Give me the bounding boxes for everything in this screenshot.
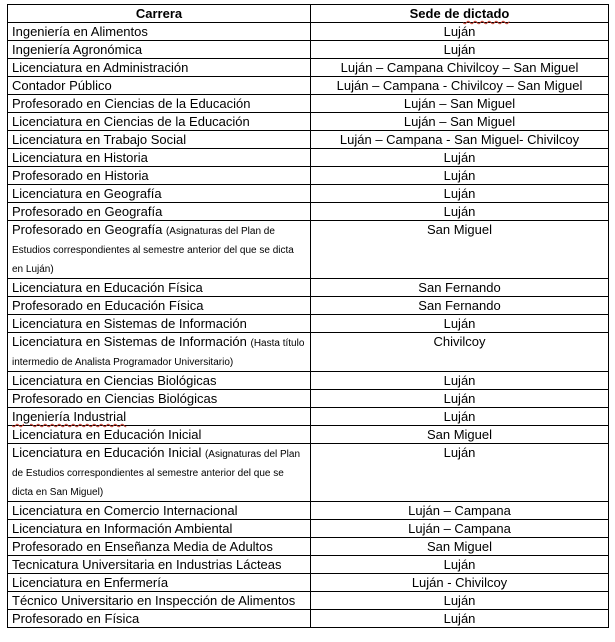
header-row [8, 5, 609, 23]
table-row [8, 149, 609, 167]
carrera-name: Profesorado en Ciencias Biológicas [12, 391, 218, 406]
sede-cell: San Miguel [311, 538, 609, 556]
carrera-name: Profesorado en Física [12, 611, 140, 626]
carrera-name: Tecnicatura Universitaria en Industrias Lácteas [12, 557, 282, 572]
table-row [8, 203, 609, 221]
table-row [8, 333, 609, 372]
sede-cell: Luján [311, 23, 609, 41]
table-row [8, 167, 609, 185]
sede-cell: Luján - Chivilcoy [311, 574, 609, 592]
sede-cell: Luján [311, 610, 609, 628]
table-row [8, 610, 609, 628]
carrera-name: Ingeniería en Alimentos [12, 24, 148, 39]
table-row [8, 23, 609, 41]
carrera-name: Licenciatura en Educación Física [12, 280, 203, 295]
carrera-name: Licenciatura en Geografía [12, 186, 162, 201]
table-row [8, 592, 609, 610]
carrera-name: Licenciatura en Ciencias Biológicas [12, 373, 217, 388]
carrera-note: (Asignaturas del Plan de Estudios correspondientes al semestre anterior del que se dicta en San Miguel) [12, 449, 301, 498]
table-body [8, 23, 609, 628]
table-row [8, 185, 609, 203]
sede-cell: Luján – Campana [311, 502, 609, 520]
carrera-cell [8, 59, 311, 77]
table-row [8, 426, 609, 444]
carrera-name: Licenciatura en Educación Inicial [12, 445, 202, 460]
sede-cell: San Miguel [311, 221, 609, 279]
sede-cell: Luján [311, 390, 609, 408]
sede-cell: San Miguel [311, 426, 609, 444]
carrera-name: Profesorado en Educación Física [12, 298, 204, 313]
carrera-cell [8, 333, 311, 372]
carrera-name: Licenciatura en Sistemas de Información [12, 316, 247, 331]
carrera-cell [8, 113, 311, 131]
carrera-name: Licenciatura en Trabajo Social [12, 132, 187, 147]
table-row [8, 41, 609, 59]
carrera-note: (Asignaturas del Plan de Estudios correspondientes al semestre anterior del que se dicta en Luján) [12, 226, 294, 275]
carrera-cell [8, 408, 311, 426]
carrera-cell [8, 592, 311, 610]
carrera-name: Licenciatura en Información Ambiental [12, 521, 233, 536]
table-row [8, 444, 609, 502]
carrera-cell [8, 203, 311, 221]
carrera-cell [8, 23, 311, 41]
sede-cell: Luján [311, 203, 609, 221]
table-row [8, 502, 609, 520]
table-row [8, 279, 609, 297]
carrera-name: Licenciatura en Comercio Internacional [12, 503, 238, 518]
carrera-cell [8, 131, 311, 149]
header-sede-word: dictado [463, 6, 510, 21]
sede-cell: Luján [311, 149, 609, 167]
table-row [8, 77, 609, 95]
carrera-cell [8, 520, 311, 538]
carrera-name: Licenciatura en Ciencias de la Educación [12, 114, 250, 129]
sede-cell: Luján – Campana [311, 520, 609, 538]
carrera-name: Profesorado en Ciencias de la Educación [12, 96, 251, 111]
carrera-cell [8, 279, 311, 297]
carrera-cell [8, 315, 311, 333]
sede-cell: Luján [311, 592, 609, 610]
carrera-name: Licenciatura en Administración [12, 60, 189, 75]
table-row [8, 95, 609, 113]
carrera-name: Licenciatura en Historia [12, 150, 148, 165]
sede-cell: Luján [311, 408, 609, 426]
table-row [8, 390, 609, 408]
carrera-name: Profesorado en Geografía [12, 222, 163, 237]
carrera-name: Profesorado en Geografía [12, 204, 163, 219]
carrera-cell [8, 610, 311, 628]
carrera-cell [8, 574, 311, 592]
carrera-note: (Hasta título intermedio de Analista Programador Universitario) [12, 338, 305, 368]
carrera-name: Licenciatura en Enfermería [12, 575, 169, 590]
sede-cell: Luján [311, 41, 609, 59]
carrera-cell [8, 149, 311, 167]
header-carrera: Carrera [8, 5, 311, 23]
sede-cell: Luján [311, 167, 609, 185]
carrera-name: Técnico Universitario en Inspección de Alimentos [12, 593, 296, 608]
sede-cell: San Fernando [311, 279, 609, 297]
table-row [8, 556, 609, 574]
carrera-name: Contador Público [12, 78, 112, 93]
header-sede [311, 5, 609, 23]
table-row [8, 113, 609, 131]
carrera-name: Profesorado en Historia [12, 168, 149, 183]
carrera-cell [8, 426, 311, 444]
sede-cell: Luján [311, 372, 609, 390]
carrera-cell [8, 502, 311, 520]
carrera-cell [8, 221, 311, 279]
carrera-cell [8, 556, 311, 574]
carrera-name: Profesorado en Enseñanza Media de Adultos [12, 539, 273, 554]
carrera-cell [8, 297, 311, 315]
carrera-name: Ingeniería Agronómica [12, 42, 143, 57]
table-row [8, 538, 609, 556]
carrera-cell [8, 167, 311, 185]
table-row [8, 131, 609, 149]
carrera-cell [8, 95, 311, 113]
table-row [8, 372, 609, 390]
carrera-cell [8, 41, 311, 59]
carrera-cell [8, 538, 311, 556]
carrera-cell [8, 185, 311, 203]
carrera-name: Licenciatura en Sistemas de Información [12, 334, 247, 349]
sede-cell: Luján [311, 315, 609, 333]
table-row [8, 59, 609, 77]
table-row [8, 520, 609, 538]
sede-cell: Chivilcoy [311, 333, 609, 372]
sede-cell: Luján [311, 185, 609, 203]
carrera-cell [8, 444, 311, 502]
sede-cell: Luján – San Miguel [311, 95, 609, 113]
table-row [8, 297, 609, 315]
table-row [8, 315, 609, 333]
sede-cell: Luján – Campana - Chivilcoy – San Miguel [311, 77, 609, 95]
sede-cell: Luján – Campana - San Miguel- Chivilcoy [311, 131, 609, 149]
table-row [8, 221, 609, 279]
sede-cell: Luján [311, 444, 609, 502]
careers-table [7, 4, 609, 628]
sede-cell: Luján – Campana Chivilcoy – San Miguel [311, 59, 609, 77]
table-row [8, 574, 609, 592]
header-sede-prefix: Sede de [409, 6, 464, 21]
sede-cell: Luján – San Miguel [311, 113, 609, 131]
carrera-name: Licenciatura en Educación Inicial [12, 427, 202, 442]
sede-cell: San Fernando [311, 297, 609, 315]
carrera-cell [8, 77, 311, 95]
sede-cell: Luján [311, 556, 609, 574]
carrera-cell [8, 372, 311, 390]
carrera-name: Ingeniería Industrial [12, 409, 127, 424]
table-row [8, 408, 609, 426]
carrera-cell [8, 390, 311, 408]
